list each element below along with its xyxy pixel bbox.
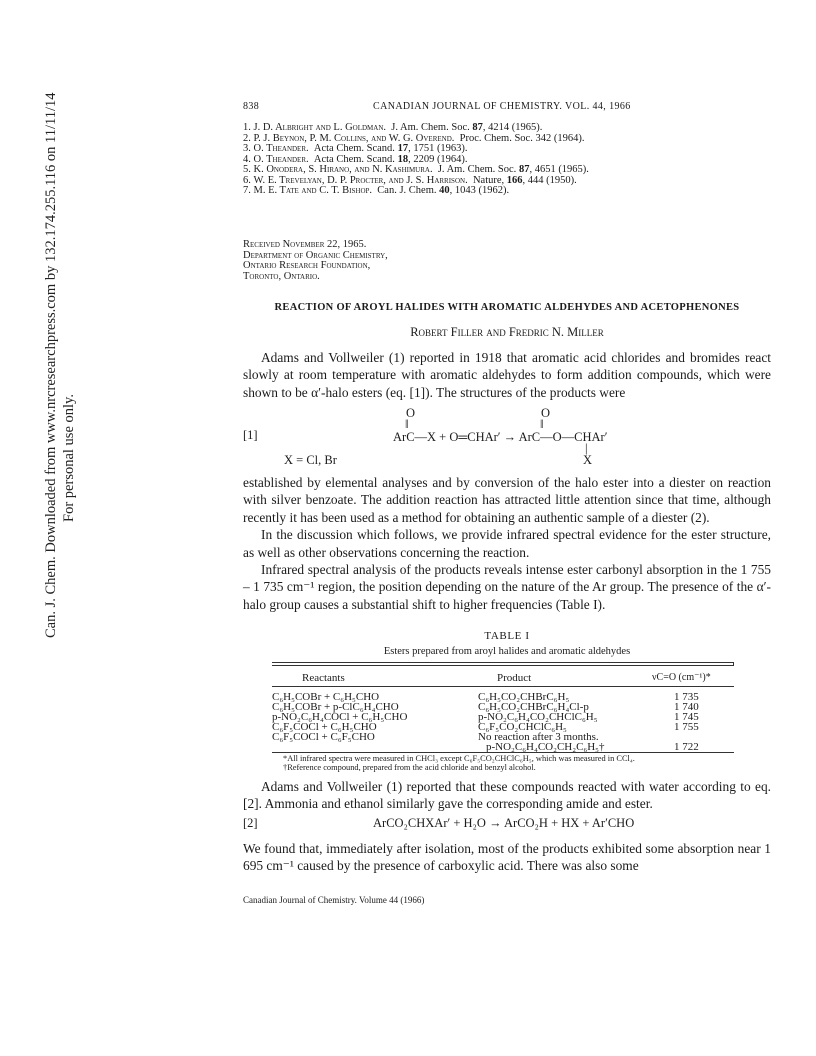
equation-1-label: [1] <box>243 428 258 442</box>
table-top-rule-2 <box>272 665 734 666</box>
eq1-double-bond-left: ‖ <box>405 417 409 431</box>
eq1-oxygen-left: O <box>406 406 416 420</box>
reference-item: 2. P. J. Beynon, P. M. Collins, and W. G. Overend. Proc. Chem. Soc. 342 (1964). <box>243 132 585 144</box>
watermark-line-2: For personal use only. <box>61 394 77 522</box>
table-cell-product: No reaction after 3 months. <box>478 731 599 743</box>
equation-2-label: [2] <box>243 816 258 830</box>
table-footnotes <box>283 755 635 772</box>
article-title: REACTION OF AROYL HALIDES WITH AROMATIC ALDEHYDES AND ACETOPHENONES <box>274 302 740 313</box>
watermark-line-1: Can. J. Chem. Downloaded from www.nrcresearchpress.com by 132.174.255.116 on 11/11/14 <box>43 92 59 638</box>
table-cell-frequency: 1 740 <box>674 701 699 713</box>
table-footnote-2: †Reference compound, prepared from the acid chloride and benzyl alcohol. <box>283 762 536 772</box>
table-cell-reactants: C₆H₅COBr + C₆H₅CHO <box>272 691 380 703</box>
affiliation-dept: Department of Organic Chemistry, <box>243 249 388 261</box>
table-cell-product: p-NO₂C₆H₄CO₂CH₂C₆H₅† <box>486 741 605 753</box>
table-cell-product: C₆H₅CO₂CHBrC₆H₄Cl-p <box>478 701 589 713</box>
table-cell-frequency: 1 735 <box>674 691 699 703</box>
eq1-x: X <box>583 453 593 467</box>
paragraph-group-2 <box>243 474 771 613</box>
table-cell-reactants: p-NO₂C₆H₄COCl + C₆H₅CHO <box>272 711 408 723</box>
reference-item: 1. J. D. Albright and L. Goldman. J. Am. Chem. Soc. 87, 4214 (1965). <box>243 122 543 133</box>
eq1-substituent-bond: | <box>585 441 588 455</box>
reference-item: 7. M. E. Tate and C. T. Bishop. Can. J. Chem. 40, 1043 (1962). <box>243 185 510 196</box>
table-cell-reactants: C₆F₅COCl + C₆F₅CHO <box>272 731 375 743</box>
table-title: TABLE I <box>484 630 530 642</box>
paragraph-6: We found that, immediately after isolation, most of the products exhibited some absorption near 1 695 cm⁻¹ caused by the presence of carboxylic acid. There was also some <box>243 841 771 874</box>
table-footnote-1: *All infrared spectra were measured in CHCl₃ except C₆F₅CO₂CHClC₆H₅, which was measured in CCl₄. <box>283 754 635 763</box>
eq1-oxygen-right: O <box>541 406 551 420</box>
reference-item: 5. K. Onodera, S. Hirano, and N. Kashimura. J. Am. Chem. Soc. 87, 4651 (1965). <box>243 164 589 175</box>
reference-item: 6. W. E. Trevelyan, D. P. Procter, and J. S. Harrison. Nature, 166, 444 (1950). <box>243 174 577 186</box>
side-watermark <box>42 92 78 638</box>
table-header-rule <box>272 686 734 687</box>
journal-header: CANADIAN JOURNAL OF CHEMISTRY. VOL. 44, 1966 <box>373 101 631 112</box>
affiliation-org: Ontario Research Foundation, <box>243 260 371 271</box>
paragraph-5: Adams and Vollweiler (1) reported that these compounds reacted with water according to eq. [2]. Ammonia and ethanol similarly gave the corresponding amide and ester. <box>243 779 771 812</box>
equation-1 <box>243 406 771 468</box>
reference-item: 4. O. Theander. Acta Chem. Scand. 18, 2209 (1964). <box>243 153 468 165</box>
table-cell-reactants: C₆F₅COCl + C₆H₅CHO <box>272 721 377 733</box>
paragraph-4: Infrared spectral analysis of the products reveals intense ester carbonyl absorption in the 1 755 – 1 735 cm⁻¹ region, the position depending on the nature of the Ar group. The presence of the α′-halo group causes a substantial shift to higher frequencies (Table I). <box>243 562 771 612</box>
table-top-rule <box>272 662 734 663</box>
table-cell-frequency: 1 745 <box>674 711 699 723</box>
eq1-reaction: ArC—X + O═CHAr′ → ArC—O—CHAr′ <box>393 430 608 444</box>
table-header-reactants: Reactants <box>302 672 345 684</box>
eq1-x-definition: X = Cl, Br <box>284 453 337 467</box>
table-header-frequency: νC=O (cm⁻¹)* <box>652 672 711 683</box>
reference-item: 3. O. Theander. Acta Chem. Scand. 17, 1751 (1963). <box>243 143 468 154</box>
table-cell-product: C₆H₅CO₂CHBrC₆H₅ <box>478 691 570 703</box>
table-caption: Esters prepared from aroyl halides and aromatic aldehydes <box>383 646 631 657</box>
page-number: 838 <box>243 101 260 112</box>
table-cell-product: p-NO₂C₆H₄CO₂CHClC₆H₅ <box>478 711 598 723</box>
table-cell-product: C₆F₅CO₂CHClC₆H₅ <box>478 721 567 733</box>
journal-footer: Canadian Journal of Chemistry. Volume 44 (1966) <box>243 895 425 905</box>
table-bottom-rule <box>272 752 734 753</box>
table-header-product: Product <box>497 672 532 684</box>
table-cell-reactants: C₆H₅COBr + p-ClC₆H₄CHO <box>272 701 399 713</box>
received-date: Received November 22, 1965. <box>243 239 367 250</box>
paragraph-3: In the discussion which follows, we provide infrared spectral evidence for the ester structure, as well as other observations concerning the reaction. <box>243 527 771 560</box>
table-rule-tick <box>733 662 734 666</box>
eq2-reaction: ArCO₂CHXAr′ + H₂O → ArCO₂H + HX + Ar′CHO <box>373 816 635 830</box>
reference-list <box>243 123 783 197</box>
data-table <box>272 662 734 753</box>
affiliation-city: Toronto, Ontario. <box>243 270 320 282</box>
received-block <box>243 240 388 282</box>
paragraph-1: Adams and Vollweiler (1) reported in 1918 that aromatic acid chlorides and bromides react slowly at room temperature with aromatic aldehydes to form addition compounds, which were shown to be α′-halo esters (eq. [1]). The structures of the products were <box>243 350 771 400</box>
equation-2 <box>243 816 771 832</box>
table-cell-frequency: 1 755 <box>674 721 699 733</box>
table-cell-frequency: 1 722 <box>674 741 699 753</box>
paragraph-2: established by elemental analyses and by conversion of the halo ester into a diester on reaction with silver benzoate. The addition reaction has attracted little attention since that time, although recently it has been used as a method for obtaining an authentic sample of a diester (2). <box>243 475 771 525</box>
article-authors: Robert Filler and Fredric N. Miller <box>410 325 604 339</box>
eq1-double-bond-right: ‖ <box>540 417 544 431</box>
